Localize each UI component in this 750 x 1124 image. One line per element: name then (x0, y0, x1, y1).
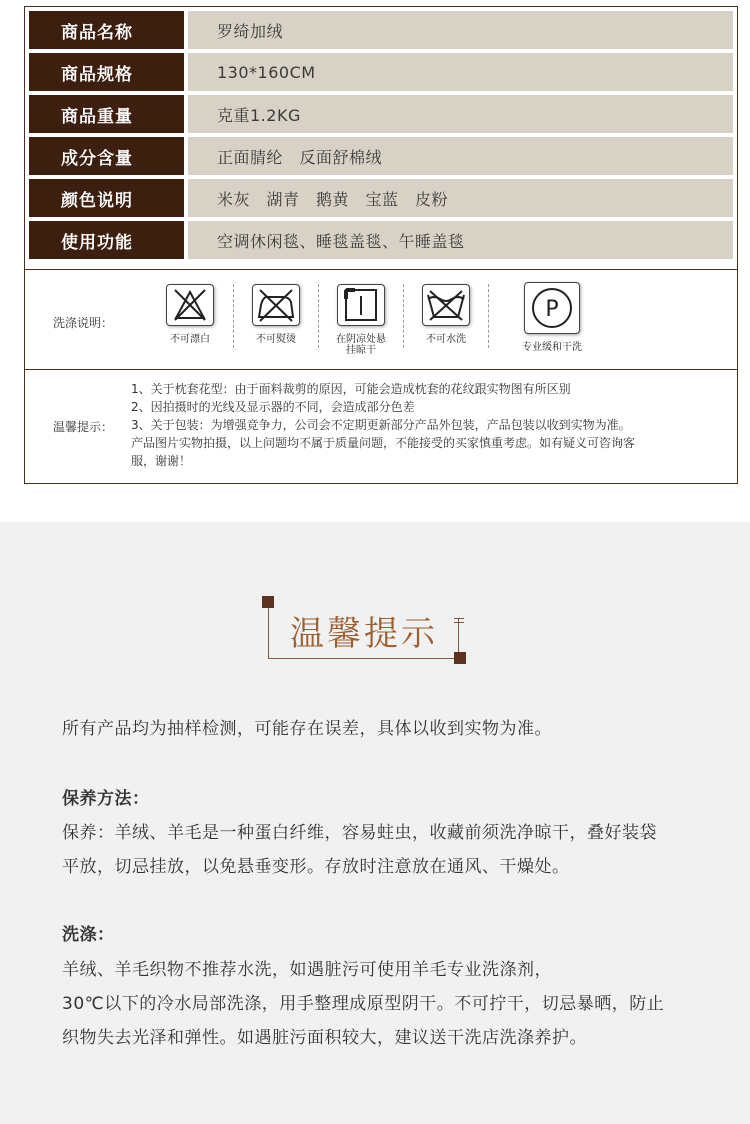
wash-line: 羊绒、羊毛织物不推荐水洗，如遇脏污可使用羊毛专业洗涤剂， (62, 960, 552, 980)
care-line: 保养：羊绒、羊毛是一种蛋白纤维，容易蛀虫，收藏前须洗净晾干，叠好装袋 (62, 823, 657, 843)
divider (488, 284, 489, 348)
tip-line: 服，谢谢！ (131, 454, 192, 468)
dry-clean-p-icon (524, 282, 580, 334)
frame-line (268, 658, 464, 659)
tip-line: 1、关于枕套花型：由于面料裁剪的原因，可能会造成枕套的花纹跟实物图有所区别 (131, 382, 571, 396)
wash-caption: 洗涤说明： (53, 316, 114, 330)
spec-label: 使用功能 (29, 221, 184, 259)
corner-square (454, 652, 466, 664)
spec-row-weight (29, 95, 733, 133)
frame-line (268, 608, 269, 658)
care-item-no-bleach (150, 284, 230, 364)
spec-label: 成分含量 (29, 137, 184, 175)
care-item-no-wash (406, 284, 486, 364)
wash-heading: 洗涤： (62, 925, 115, 945)
spec-row-size (29, 53, 733, 91)
spec-value: 米灰 湖青 鹅黄 宝蓝 皮粉 (188, 179, 733, 217)
care-heading: 保养方法： (62, 789, 150, 809)
spec-table (24, 6, 738, 270)
spec-row-material (29, 137, 733, 175)
spec-value: 罗绮加绒 (188, 11, 733, 49)
divider (318, 284, 319, 348)
no-water-wash-icon (422, 284, 470, 326)
care-label: 在阴凉处悬挂晾干 (336, 334, 386, 356)
care-label: 不可漂白 (170, 334, 210, 345)
corner-square (262, 596, 274, 608)
tips-text (131, 380, 731, 470)
wash-tips-box (24, 270, 738, 484)
frame-line (454, 618, 464, 619)
care-item-shade-dry (321, 284, 401, 364)
tip-line: 产品图片实物拍摄，以上问题均不属于质量问题，不能接受的买家慎重考虑。如有疑义可咨询客 (131, 436, 636, 450)
spec-label: 商品规格 (29, 53, 184, 91)
care-label: 不可水洗 (426, 334, 466, 345)
divider (403, 284, 404, 348)
notice-intro: 所有产品均为抽样检测，可能存在误差，具体以收到实物为准。 (62, 719, 552, 739)
care-item-dry-clean (500, 284, 604, 364)
spec-value: 空调休闲毯、睡毯盖毯、午睡盖毯 (188, 221, 733, 259)
wash-line: 30℃以下的冷水局部洗涤，用手整理成原型阴干。不可拧干，切忌暴晒，防止 (62, 994, 665, 1014)
divider (233, 284, 234, 348)
no-bleach-icon (166, 284, 214, 326)
tip-line: 3、关于包装：为增强竞争力，公司会不定期更新部分产品外包装，产品包装以收到实物为准。 (131, 418, 631, 432)
care-label: 不可熨烫 (256, 334, 296, 345)
dry-clean-glyph: P (545, 297, 559, 322)
spec-value: 克重1.2KG (188, 95, 733, 133)
no-iron-icon (252, 284, 300, 326)
frame-line (454, 622, 464, 623)
spec-row-name (29, 11, 733, 49)
spec-label: 商品名称 (29, 11, 184, 49)
spec-label: 颜色说明 (29, 179, 184, 217)
spec-row-usage (29, 221, 733, 259)
notice-title-block (262, 596, 470, 666)
spec-row-colors (29, 179, 733, 217)
care-label: 专业缓和干洗 (522, 342, 582, 353)
care-line: 平放，切忌挂放，以免悬垂变形。存放时注意放在通风、干燥处。 (62, 857, 570, 877)
wash-line: 织物失去光泽和弹性。如遇脏污面积较大，建议送干洗店洗涤养护。 (62, 1028, 587, 1048)
tip-line: 2、因拍摄时的光线及显示器的不同，会造成部分色差 (131, 400, 415, 414)
shade-hang-dry-icon (337, 284, 385, 326)
spec-value: 130*160CM (188, 53, 733, 91)
care-item-no-iron (236, 284, 316, 364)
notice-title: 温馨提示 (290, 614, 438, 654)
wash-instructions (25, 270, 737, 370)
spec-value: 正面腈纶 反面舒棉绒 (188, 137, 733, 175)
spec-label: 商品重量 (29, 95, 184, 133)
tips-caption: 温馨提示： (53, 420, 114, 434)
